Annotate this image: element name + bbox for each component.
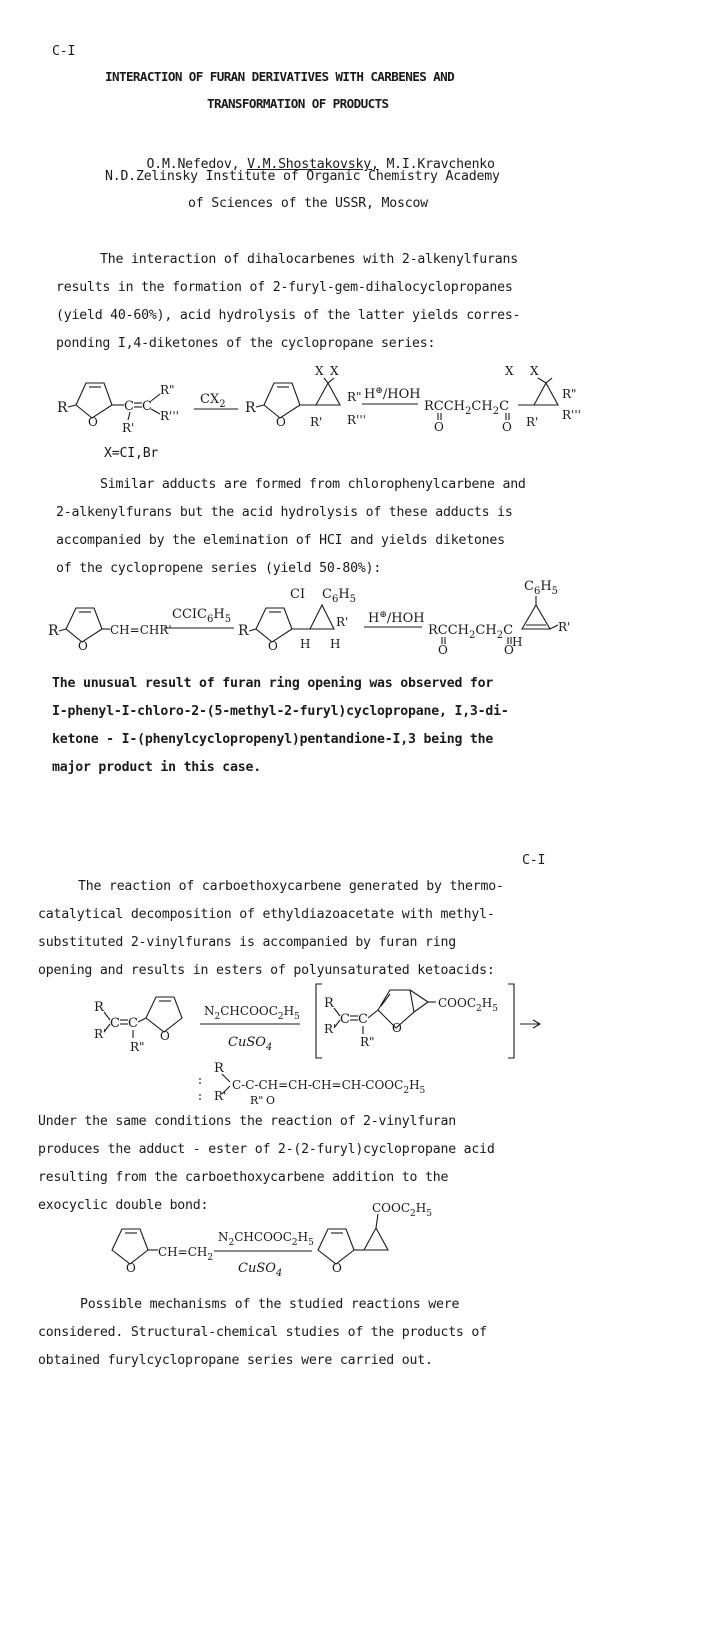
s4-furan-o-1: O (126, 1261, 136, 1275)
s4-reagent: $N_2CHCOOC_2H_5$ (218, 1230, 314, 1248)
s4-catalyst: CuSO$_4$ (238, 1261, 283, 1279)
a2-para2-line-4: exocyclic double bond: (38, 1198, 209, 1213)
s3-r-double: R" (130, 1040, 145, 1054)
paper-title-line-1: INTERACTION OF FURAN DERIVATIVES WITH CARBENES AND (105, 69, 455, 84)
s1-r-triple-2: R''' (347, 413, 366, 427)
a2-para1-line-2: catalytical decomposition of ethyldiazoacetate with methyl- (38, 907, 495, 922)
s2-r-2: R (238, 623, 249, 639)
page-label-mid: C-I (522, 853, 546, 868)
a2-para1-line-3: substituted 2-vinylfurans is accompanied by furan ring (38, 935, 456, 950)
a2-para2-line-1: Under the same conditions the reaction of 2-vinylfuran (38, 1114, 456, 1129)
s1-c2: C (142, 399, 152, 414)
s2-cl: CI (290, 587, 306, 602)
s3-catalyst: CuSO$_4$ (228, 1035, 273, 1053)
a2-para3-line-3: obtained furylcyclopropane series were carried out. (38, 1353, 433, 1368)
a1-para1-line-1: The interaction of dihalocarbenes with 2-alkenylfurans (100, 252, 518, 267)
a2-para3-line-2: considered. Structural-chemical studies of the products of (38, 1325, 487, 1340)
s1-r: R (57, 400, 68, 416)
a1-para2-line-2: 2-alkenylfurans but the acid hydrolysis of these adducts is (56, 505, 513, 520)
s1-r-triple: R''' (160, 409, 179, 423)
s1-acid: H⊕/HOH (364, 386, 421, 402)
affiliation-line-1: N.D.Zelinsky Institute of Organic Chemistry Academy (105, 169, 500, 184)
s2-r-prime-2: R' (558, 620, 571, 634)
a1-para1-line-3: (yield 40-60%), acid hydrolysis of the latter yields corres- (56, 308, 521, 323)
s2-furan-o-1: O (78, 639, 88, 653)
author-3: M.I.Kravchenko (386, 157, 495, 172)
page-label-top: C-I (52, 44, 76, 59)
s3-r-3: R (214, 1061, 224, 1076)
s1-furan-o-2: O (276, 415, 286, 429)
a2-para2-line-2: produces the adduct - ester of 2-(2-furyl)cyclopropane acid (38, 1142, 495, 1157)
s1-product: $RCCH_2CH_2C$ (424, 399, 510, 417)
s3-reagent: $N_2CHCOOC_2H_5$ (204, 1004, 300, 1022)
s4-furan-o-2: O (332, 1261, 342, 1275)
s3-c4: C (358, 1012, 368, 1027)
s1-x3: X (505, 364, 514, 378)
a1-para3-line-1: The unusual result of furan ring opening was observed for (52, 676, 494, 691)
s1-x2: X (330, 364, 339, 378)
s4-cyclopropane (364, 1228, 388, 1250)
a2-para1-line-4: opening and results in esters of polyunsaturated ketoacids: (38, 963, 495, 978)
s2-h-3: H (512, 635, 523, 649)
s3-ester: $COOC_2H_5$ (438, 996, 498, 1014)
s3-furan-o-2: O (392, 1021, 402, 1035)
s1-r-prime: R' (122, 421, 135, 435)
s2-r-prime: R' (336, 615, 349, 629)
s2-phenyl: $C_6H_5$ (322, 587, 357, 605)
s4-furan-ring-1 (112, 1229, 148, 1264)
author-2: V.M.Shostakovsky, (247, 157, 379, 172)
s2-h-1: H (300, 637, 311, 651)
s2-reagent: $CCIC_6H_5$ (172, 607, 232, 625)
s3-r-double-2: R" (360, 1035, 375, 1049)
a2-para3-line-1: Possible mechanisms of the studied reactions were (80, 1297, 460, 1312)
s2-furan-o-2: O (268, 639, 278, 653)
s3-r-prime-2: R' (324, 1022, 337, 1036)
s1-x1: X (315, 364, 324, 378)
s1-x4: X (530, 364, 539, 378)
s3-r-prime: R' (94, 1027, 107, 1041)
s2-vinyl: CH=CHR' (110, 623, 172, 637)
a1-para2-line-3: accompanied by the elemination of HCI and yields diketones (56, 533, 505, 548)
s2-phenyl-2: $C_6H_5$ (524, 579, 559, 597)
s2-keto-o-2: O (504, 643, 514, 657)
s3-chain: $C-C-CH=CH-CH=CH-COOC_2H_5$ (232, 1078, 426, 1096)
s3-r-prime-3: R' (214, 1089, 227, 1103)
s3-r-double-3: R" (250, 1094, 264, 1107)
s1-r-2: R (245, 400, 256, 416)
s2-keto-o-1: O (438, 643, 448, 657)
a1-para3-line-3: ketone - I-(phenylcyclopropenyl)pentandione-I,3 being the (52, 732, 494, 747)
s3-c3: C (340, 1012, 350, 1027)
s1-r-double-2: R" (347, 390, 362, 404)
s1-r-prime-3: R' (526, 415, 539, 429)
s1-reagent: $CX_2$ (200, 392, 226, 410)
s1-r-double: R" (160, 383, 175, 397)
a1-para1-line-4: ponding I,4-diketones of the cyclopropane series: (56, 336, 436, 351)
s2-acid: H⊕/HOH (368, 610, 425, 626)
a1-para3-line-2: I-phenyl-I-chloro-2-(5-methyl-2-furyl)cyclopropane, I,3-di- (52, 704, 509, 719)
s1-keto-o-1: O (434, 420, 444, 434)
s2-r: R (48, 623, 59, 639)
s4-vinyl: $CH=CH_2$ (158, 1245, 214, 1263)
s3-furan-o-1: O (160, 1029, 170, 1043)
s1-furan-o-1: O (88, 415, 98, 429)
s2-product: $RCCH_2CH_2C$ (428, 623, 514, 641)
s3-c2: C (128, 1016, 138, 1031)
author-1: O.M.Nefedov, (146, 157, 240, 172)
a2-para2-line-3: resulting from the carboethoxycarbene addition to the (38, 1170, 449, 1185)
a2-para1-line-1: The reaction of carboethoxycarbene generated by thermo- (78, 879, 504, 894)
s1-r-double-3: R" (562, 387, 577, 401)
s1-r-prime-2: R' (310, 415, 323, 429)
s2-h-2: H (330, 637, 341, 651)
s3-keto-o: O (266, 1094, 276, 1107)
s4-furan-ring-2 (318, 1229, 354, 1264)
affiliation-line-2: of Sciences of the USSR, Moscow (188, 196, 428, 211)
s3-r: R (94, 1000, 104, 1015)
s4-ester: $COOC_2H_5$ (372, 1201, 432, 1219)
s1-c1: C (124, 399, 134, 414)
paper-title-line-2: TRANSFORMATION OF PRODUCTS (207, 96, 389, 111)
s3-r-2: R (324, 996, 334, 1011)
a1-para2-line-1: Similar adducts are formed from chlorophenylcarbene and (100, 477, 526, 492)
s1-keto-o-2: O (502, 420, 512, 434)
a1-para1-line-2: results in the formation of 2-furyl-gem-dihalocyclopropanes (56, 280, 513, 295)
s1-r-triple-3: R''' (562, 408, 581, 422)
s3-c1: C (110, 1016, 120, 1031)
x-definition: X=CI,Br (104, 446, 159, 461)
a1-para2-line-4: of the cyclopropene series (yield 50-80%): (56, 561, 382, 576)
a1-para3-line-4: major product in this case. (52, 760, 261, 775)
